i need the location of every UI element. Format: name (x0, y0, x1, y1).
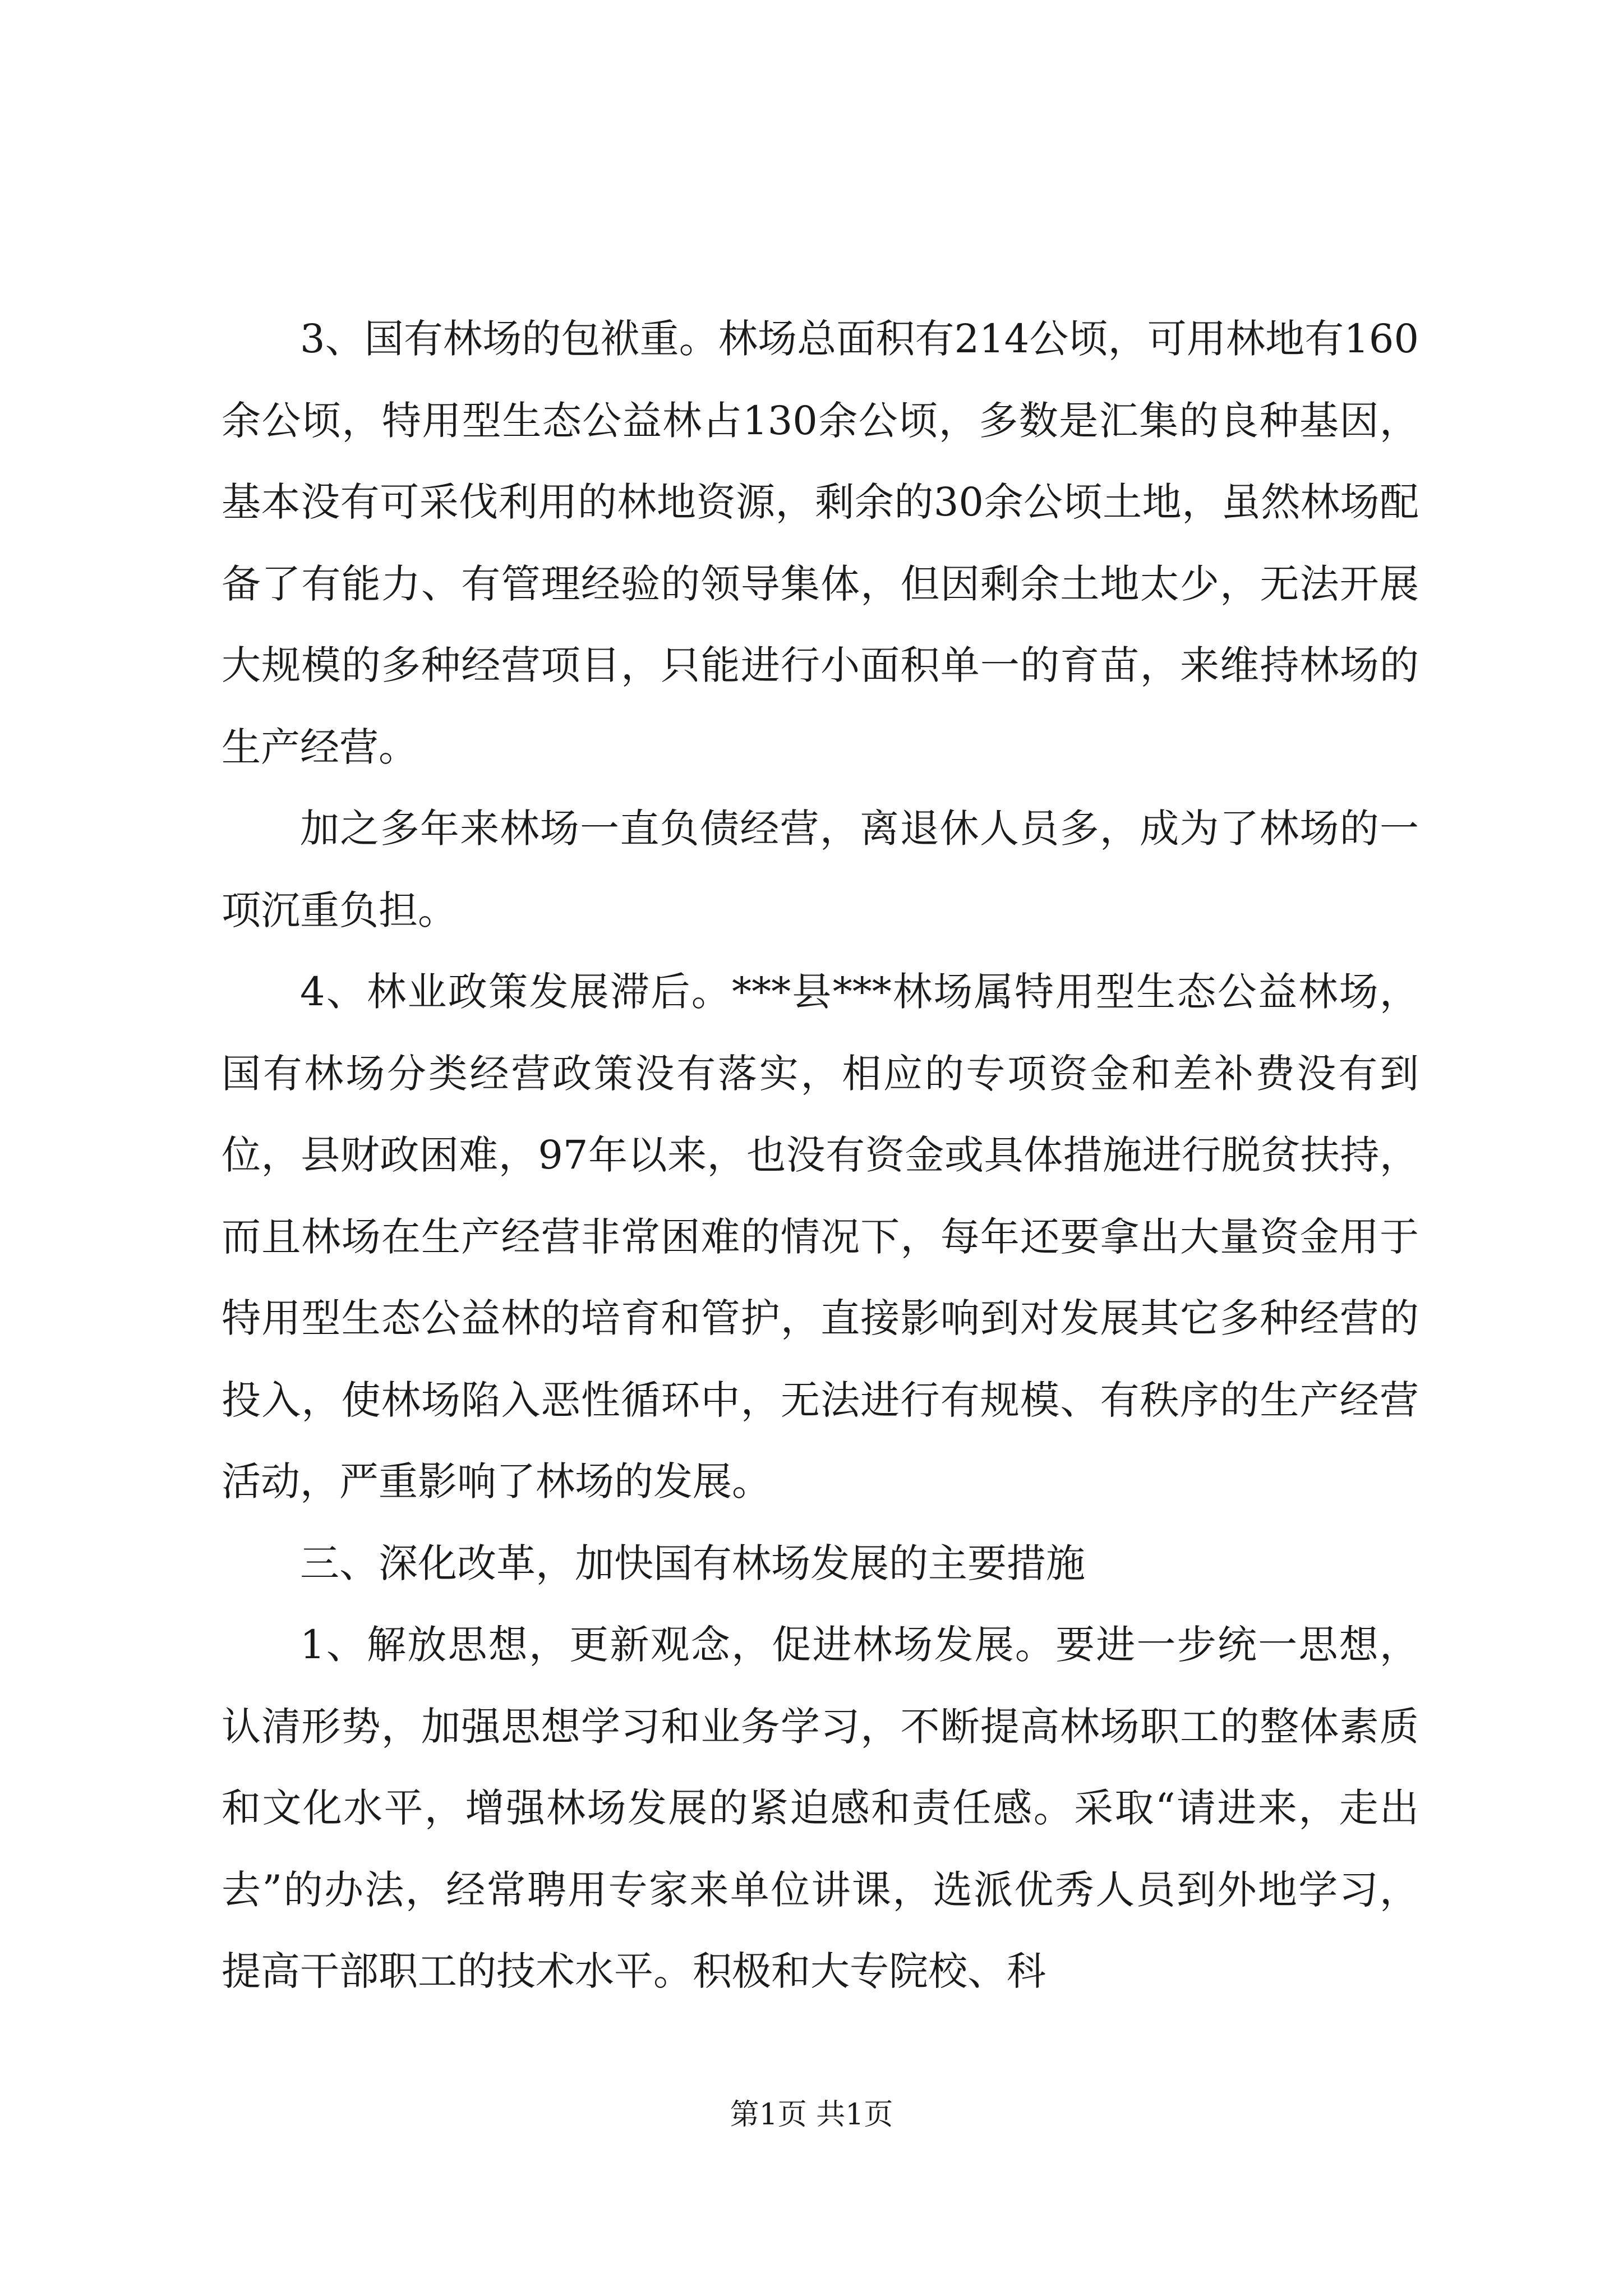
section-heading-reform-measures: 三、深化改革，加快国有林场发展的主要措施 (300, 1540, 1085, 1586)
document-body (222, 298, 1419, 2013)
paragraph-emancipate-thinking: 1、解放思想，更新观念，促进林场发展。要进一步统一思想，认清形势，加强思想学习和业务学习，不断提高林场职工的整体素质和文化水平，增强林场发展的紧迫感和责任感。采取“请进来，走出去”的办法，经常聘用专家来单位讲课，选派优秀人员到外地学习，提高干部职工的技术水平。积极和大专院校、科 (222, 1622, 1419, 1994)
page-footer: 第1页 共1页 (730, 2098, 893, 2132)
paragraph-forestry-policy: 4、林业政策发展滞后。***县***林场属特用型生态公益林场，国有林场分类经营政策没有落实，相应的专项资金和差补费没有到位，县财政困难，97年以来，也没有资金或具体措施进行脱贫扶持，而且林场在生产经营非常困难的情况下，每年还要拿出大量资金用于特用型生态公益林的培育和管护，直接影响到对发展其它多种经营的投入，使林场陷入恶性循环中，无法进行有规模、有秩序的生产经营活动，严重影响了林场的发展。 (222, 969, 1419, 1504)
paragraph-state-forest-burden: 3、国有林场的包袱重。林场总面积有214公顷，可用林地有160余公顷，特用型生态公益林占130余公顷，多数是汇集的良种基因，基本没有可采伐利用的林地资源，剩余的30余公顷土地，虽然林场配备了有能力、有管理经验的领导集体，但因剩余土地太少，无法开展大规模的多种经营项目，只能进行小面积单一的育苗，来维持林场的生产经营。 (222, 316, 1419, 770)
paragraph-debt-retirees: 加之多年来林场一直负债经营，离退休人员多，成为了林场的一项沉重负担。 (222, 806, 1419, 933)
